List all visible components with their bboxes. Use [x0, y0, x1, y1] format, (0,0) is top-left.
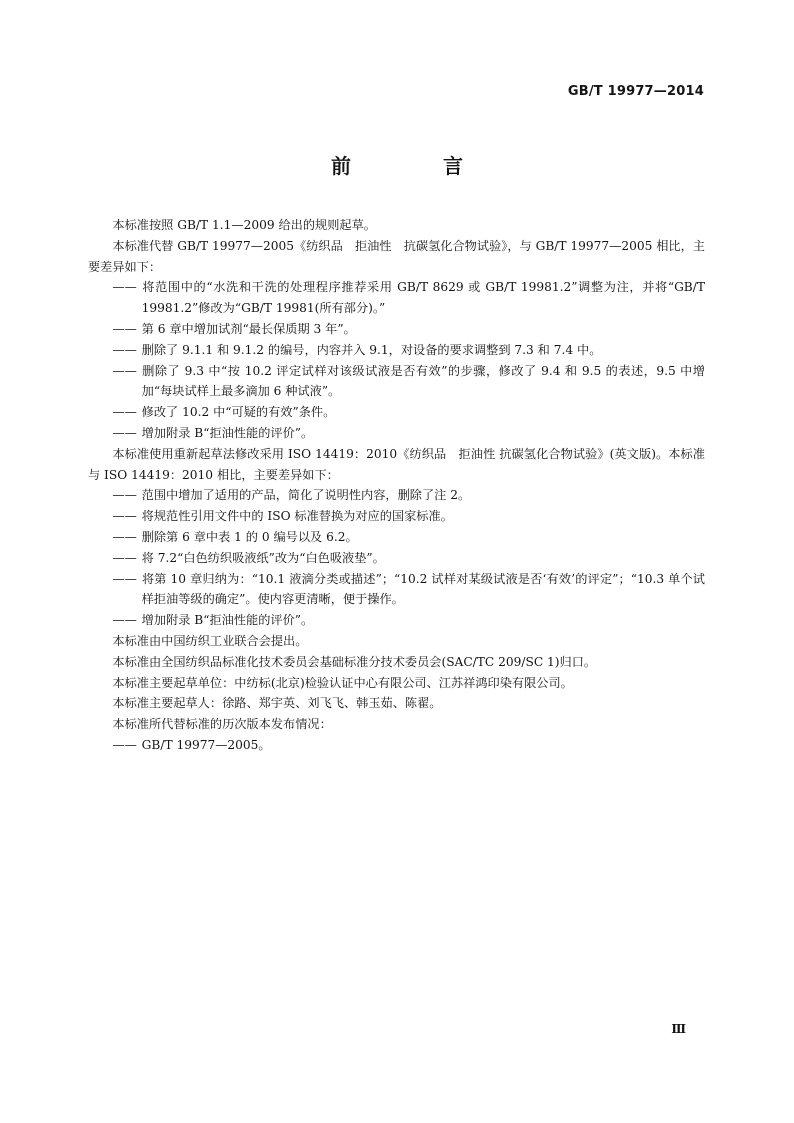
list-item-text: 范围中增加了适用的产品，简化了说明性内容，删除了注 2。: [141, 488, 471, 503]
dash-mark: ——: [112, 737, 137, 752]
list-item: [112, 361, 705, 403]
paragraph-replaces: 本标准代替 GB/T 19977—2005《纺织品 拒油性 抗碳氢化合物试验》，与 GB/T 19977—2005 相比，主要差异如下：: [88, 238, 705, 274]
dash-mark: ——: [112, 509, 137, 524]
paragraph-proposed-by: 本标准由中国纺织工业联合会提出。: [112, 633, 308, 648]
dash-mark: ——: [112, 405, 137, 420]
list-item-text: 将范围中的“水洗和干洗的处理程序推荐采用 GB/T 8629 或 GB/T 19981.2”调整为注，并将“GB/T 19981.2”修改为“GB/T 19981(所有部分)。”: [141, 280, 705, 316]
dash-mark: ——: [112, 550, 137, 565]
dash-mark: ——: [112, 613, 137, 628]
list-item: [112, 527, 705, 548]
list-item-text: 将规范性引用文件中的 ISO 标准替换为对应的国家标准。: [141, 509, 453, 524]
dash-mark: ——: [112, 488, 137, 503]
list-item-text: 增加附录 B“拒油性能的评价”。: [141, 613, 314, 628]
list-item-text: 将第 10 章归纳为：“10.1 液滴分类或描述”；“10.2 试样对某级试液是否‘有效’的评定”；“10.3 单个试样拒油等级的确定”。使内容更清晰，便于操作。: [141, 571, 705, 607]
list-item: [112, 485, 705, 506]
list-item-text: 删除第 6 章中表 1 的 0 编号以及 6.2。: [141, 529, 358, 544]
list-item-text: GB/T 19977—2005。: [141, 737, 271, 752]
list-item: [112, 423, 705, 444]
list-item: [112, 319, 705, 340]
list-item: [112, 506, 705, 527]
dash-mark: ——: [112, 321, 137, 336]
list-item-text: 删除了 9.3 中“按 10.2 评定试样对该级试液是否有效”的步骤，修改了 9.4 和 9.5 的表述，9.5 中增加“每块试样上最多滴加 6 种试液”。: [141, 363, 705, 399]
list-item-text: 删除了 9.1.1 和 9.1.2 的编号，内容并入 9.1，对设备的要求调整到 7.3 和 7.4 中。: [141, 342, 602, 357]
dash-mark: ——: [112, 571, 137, 586]
page-title: 前 言: [331, 154, 499, 178]
list-item: [112, 735, 705, 756]
list-item: [112, 610, 705, 631]
dash-mark: ——: [112, 363, 137, 378]
paragraph-drafting-units: 本标准主要起草单位：中纺标(北京)检验认证中心有限公司、江苏祥鸿印染有限公司。: [112, 675, 573, 690]
paragraph-drafters: 本标准主要起草人：徐路、郑宇英、刘飞飞、韩玉茹、陈翟。: [112, 696, 442, 711]
paragraph-history-intro: 本标准所代替标准的历次版本发布情况：: [112, 717, 332, 732]
list-item: [112, 548, 705, 569]
page-number: Ⅲ: [671, 1022, 686, 1036]
list-item: [112, 402, 705, 423]
standard-code: GB/T 19977—2014: [567, 84, 704, 99]
list-item-text: 增加附录 B“拒油性能的评价”。: [141, 425, 314, 440]
list-item: [112, 569, 705, 611]
dash-mark: ——: [112, 425, 137, 440]
list-item-text: 修改了 10.2 中“可疑的有效”条件。: [141, 405, 336, 420]
list-item: [112, 277, 705, 319]
dash-mark: ——: [112, 342, 137, 357]
foreword-body: [88, 215, 705, 756]
paragraph-administered-by: 本标准由全国纺织品标准化技术委员会基础标准分技术委员会(SAC/TC 209/SC 1)归口。: [112, 654, 597, 669]
changes-from-2005-list: [88, 277, 705, 443]
history-list: [88, 735, 705, 756]
list-item-text: 第 6 章中增加试剂“最长保质期 3 年”。: [141, 321, 356, 336]
list-item: [112, 340, 705, 361]
changes-from-iso-list: [88, 485, 705, 631]
list-item-text: 将 7.2“白色纺织吸液纸”改为“白色吸液垫”。: [141, 550, 385, 565]
dash-mark: ——: [112, 529, 137, 544]
paragraph-drafting-rules: 本标准按照 GB/T 1.1—2009 给出的规则起草。: [112, 218, 376, 232]
paragraph-iso-adoption: 本标准使用重新起草法修改采用 ISO 14419：2010《纺织品 拒油性 抗碳氢化合物试验》(英文版)。本标准与 ISO 14419：2010 相比，主要差异如下：: [88, 446, 705, 482]
dash-mark: ——: [112, 280, 137, 295]
